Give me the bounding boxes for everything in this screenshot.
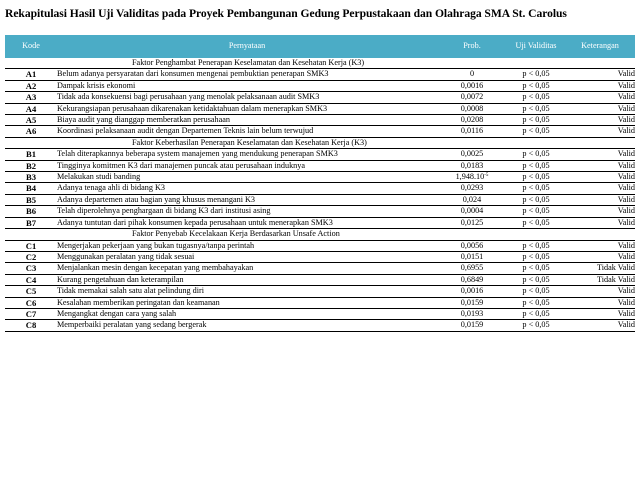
row-uji-validitas: p < 0,05 <box>507 103 565 114</box>
prob-value: 0,0183 <box>460 160 484 170</box>
table-row <box>5 217 635 228</box>
prob-value: 0,0151 <box>460 251 484 261</box>
header-prob: Prob. <box>437 35 507 58</box>
row-code: C7 <box>5 308 57 319</box>
table-row <box>5 274 635 285</box>
row-statement: Adanya tuntutan dari pihak konsumen kepada perusahaan untuk menerapkan SMK3 <box>57 217 437 228</box>
row-uji-validitas: p < 0,05 <box>507 80 565 91</box>
prob-value: 0,0025 <box>460 149 484 159</box>
row-keterangan: Valid <box>565 183 635 194</box>
row-uji-validitas: p < 0,05 <box>507 126 565 137</box>
row-prob <box>437 240 507 251</box>
row-statement: Belum adanya persyaratan dari konsumen mengenai pembuktian penerapan SMK3 <box>57 69 437 80</box>
row-code: C5 <box>5 286 57 297</box>
row-code: B2 <box>5 160 57 171</box>
row-keterangan: Valid <box>565 92 635 103</box>
row-prob <box>437 103 507 114</box>
row-keterangan: Valid <box>565 308 635 319</box>
row-keterangan: Valid <box>565 80 635 91</box>
row-keterangan: Valid <box>565 160 635 171</box>
row-statement: Tidak ada konsekuensi bagi perusahaan yang menolak pelaksanaan audit SMK3 <box>57 92 437 103</box>
row-code: B6 <box>5 206 57 217</box>
row-uji-validitas: p < 0,05 <box>507 297 565 308</box>
row-uji-validitas: p < 0,05 <box>507 160 565 171</box>
table-header-row <box>5 35 635 58</box>
row-statement: Mengerjakan pekerjaan yang bukan tugasnya/tanpa perintah <box>57 240 437 251</box>
section-row <box>5 229 635 240</box>
table-row <box>5 92 635 103</box>
prob-value: 0,0159 <box>460 320 484 330</box>
row-keterangan: Valid <box>565 115 635 126</box>
table-row <box>5 206 635 217</box>
section-code-cell <box>5 137 57 148</box>
table-row <box>5 126 635 137</box>
prob-value: 0,0159 <box>460 297 484 307</box>
row-statement: Kekurangsiapan perusahaan dikarenakan ketidaktahuan dalam menerapkan SMK3 <box>57 103 437 114</box>
prob-value: 0,024 <box>462 194 482 204</box>
row-keterangan: Valid <box>565 149 635 160</box>
row-prob <box>437 126 507 137</box>
table-body <box>5 58 635 331</box>
prob-value: 0,0293 <box>460 183 484 193</box>
row-code: B7 <box>5 217 57 228</box>
row-code: C2 <box>5 251 57 262</box>
row-uji-validitas: p < 0,05 <box>507 217 565 228</box>
table-row <box>5 194 635 205</box>
prob-value: 0,6955 <box>460 263 484 273</box>
row-keterangan: Valid <box>565 297 635 308</box>
row-keterangan: Valid <box>565 206 635 217</box>
row-uji-validitas: p < 0,05 <box>507 69 565 80</box>
row-prob <box>437 320 507 331</box>
row-keterangan: Valid <box>565 103 635 114</box>
table-row <box>5 80 635 91</box>
table-row <box>5 297 635 308</box>
page-title: Rekapitulasi Hasil Uji Validitas pada Proyek Pembangunan Gedung Perpustakaan dan Olahraga SMA St. Carolus <box>5 7 567 20</box>
table-row <box>5 240 635 251</box>
row-code: C4 <box>5 274 57 285</box>
table-row <box>5 69 635 80</box>
row-prob <box>437 274 507 285</box>
row-uji-validitas: p < 0,05 <box>507 183 565 194</box>
row-keterangan: Valid <box>565 320 635 331</box>
row-uji-validitas: p < 0,05 <box>507 286 565 297</box>
section-row <box>5 137 635 148</box>
prob-value: 1,948.10 <box>455 172 485 182</box>
prob-value: 0,0193 <box>460 308 484 318</box>
row-uji-validitas: p < 0,05 <box>507 194 565 205</box>
row-code: A3 <box>5 92 57 103</box>
row-code: A5 <box>5 115 57 126</box>
header-uji-validitas: Uji Validitas <box>507 35 565 58</box>
section-row <box>5 58 635 69</box>
prob-value: 0,0016 <box>460 286 484 296</box>
row-keterangan: Valid <box>565 217 635 228</box>
row-statement: Adanya tenaga ahli di bidang K3 <box>57 183 437 194</box>
row-keterangan: Valid <box>565 240 635 251</box>
row-statement: Telah diterapkannya beberapa system manajemen yang mendukung penerapan SMK3 <box>57 149 437 160</box>
row-keterangan: Tidak Valid <box>565 274 635 285</box>
row-keterangan: Valid <box>565 172 635 183</box>
row-uji-validitas: p < 0,05 <box>507 308 565 319</box>
row-keterangan: Valid <box>565 194 635 205</box>
table-row <box>5 251 635 262</box>
section-code-cell <box>5 58 57 69</box>
section-title: Faktor Penghambat Penerapan Keselamatan dan Kesehatan Kerja (K3) <box>57 58 635 69</box>
row-statement: Kurang pengetahuan dan keterampilan <box>57 274 437 285</box>
prob-value: 0,0072 <box>460 92 484 102</box>
table-row <box>5 320 635 331</box>
prob-value: 0,0208 <box>460 115 484 125</box>
row-prob <box>437 160 507 171</box>
prob-value: 0,0008 <box>460 103 484 113</box>
prob-value: 0,0004 <box>460 206 484 216</box>
row-code: C6 <box>5 297 57 308</box>
table-row <box>5 308 635 319</box>
row-statement: Tidak memakai salah satu alat pelindung diri <box>57 286 437 297</box>
row-prob <box>437 69 507 80</box>
row-prob <box>437 206 507 217</box>
table-row <box>5 160 635 171</box>
prob-exponent: -5 <box>484 173 489 179</box>
row-keterangan: Valid <box>565 69 635 80</box>
row-code: C3 <box>5 263 57 274</box>
row-statement: Dampak krisis ekonomi <box>57 80 437 91</box>
row-statement: Telah diperolehnya penghargaan di bidang K3 dari institusi asing <box>57 206 437 217</box>
table-row <box>5 286 635 297</box>
row-statement: Memperbaiki peralatan yang sedang bergerak <box>57 320 437 331</box>
row-keterangan: Tidak Valid <box>565 263 635 274</box>
prob-value: 0,0125 <box>460 217 484 227</box>
row-statement: Tingginya komitmen K3 dari manajemen puncak atau perusahaan induknya <box>57 160 437 171</box>
table-row <box>5 103 635 114</box>
table-row <box>5 263 635 274</box>
row-prob <box>437 183 507 194</box>
row-prob <box>437 149 507 160</box>
row-prob <box>437 263 507 274</box>
table-row <box>5 172 635 183</box>
prob-value: 0 <box>469 69 475 79</box>
row-prob <box>437 286 507 297</box>
table-row <box>5 115 635 126</box>
row-statement: Menggunakan peralatan yang tidak sesuai <box>57 251 437 262</box>
header-pernyataan: Pernyataan <box>57 35 437 58</box>
row-prob <box>437 217 507 228</box>
prob-value: 0,0056 <box>460 240 484 250</box>
row-statement: Melakukan studi banding <box>57 172 437 183</box>
row-code: B5 <box>5 194 57 205</box>
prob-value: 0,6849 <box>460 274 484 284</box>
row-statement: Adanya departemen atau bagian yang khusus menangani K3 <box>57 194 437 205</box>
row-statement: Koordinasi pelaksanaan audit dengan Departemen Teknis lain belum terwujud <box>57 126 437 137</box>
row-prob <box>437 80 507 91</box>
header-keterangan: Keterangan <box>565 35 635 58</box>
row-prob <box>437 297 507 308</box>
row-statement: Biaya audit yang dianggap memberatkan perusahaan <box>57 115 437 126</box>
row-uji-validitas: p < 0,05 <box>507 251 565 262</box>
row-prob <box>437 194 507 205</box>
row-statement: Kesalahan memberikan peringatan dan keamanan <box>57 297 437 308</box>
section-title: Faktor Penyebab Kecelakaan Kerja Berdasarkan Unsafe Action <box>57 229 635 240</box>
row-uji-validitas: p < 0,05 <box>507 320 565 331</box>
row-code: C8 <box>5 320 57 331</box>
row-code: A4 <box>5 103 57 114</box>
row-uji-validitas: p < 0,05 <box>507 206 565 217</box>
row-keterangan: Valid <box>565 251 635 262</box>
row-uji-validitas: p < 0,05 <box>507 274 565 285</box>
row-prob <box>437 115 507 126</box>
row-uji-validitas: p < 0,05 <box>507 149 565 160</box>
row-prob <box>437 251 507 262</box>
row-uji-validitas: p < 0,05 <box>507 263 565 274</box>
row-code: B3 <box>5 172 57 183</box>
section-code-cell <box>5 229 57 240</box>
row-keterangan: Valid <box>565 286 635 297</box>
row-uji-validitas: p < 0,05 <box>507 92 565 103</box>
row-uji-validitas: p < 0,05 <box>507 172 565 183</box>
row-code: A2 <box>5 80 57 91</box>
row-code: C1 <box>5 240 57 251</box>
section-title: Faktor Keberhasilan Penerapan Keselamatan dan Kesehatan Kerja (K3) <box>57 137 635 148</box>
header-kode: Kode <box>5 35 57 58</box>
row-prob <box>437 172 507 183</box>
row-uji-validitas: p < 0,05 <box>507 115 565 126</box>
row-code: A6 <box>5 126 57 137</box>
prob-value: 0,0116 <box>460 126 484 136</box>
validity-table <box>5 35 635 332</box>
row-code: B1 <box>5 149 57 160</box>
row-keterangan: Valid <box>565 126 635 137</box>
table-row <box>5 149 635 160</box>
prob-value: 0,0016 <box>460 80 484 90</box>
row-statement: Mengangkat dengan cara yang salah <box>57 308 437 319</box>
row-prob <box>437 92 507 103</box>
row-code: A1 <box>5 69 57 80</box>
row-code: B4 <box>5 183 57 194</box>
row-uji-validitas: p < 0,05 <box>507 240 565 251</box>
row-prob <box>437 308 507 319</box>
row-statement: Menjalankan mesin dengan kecepatan yang membahayakan <box>57 263 437 274</box>
table-row <box>5 183 635 194</box>
